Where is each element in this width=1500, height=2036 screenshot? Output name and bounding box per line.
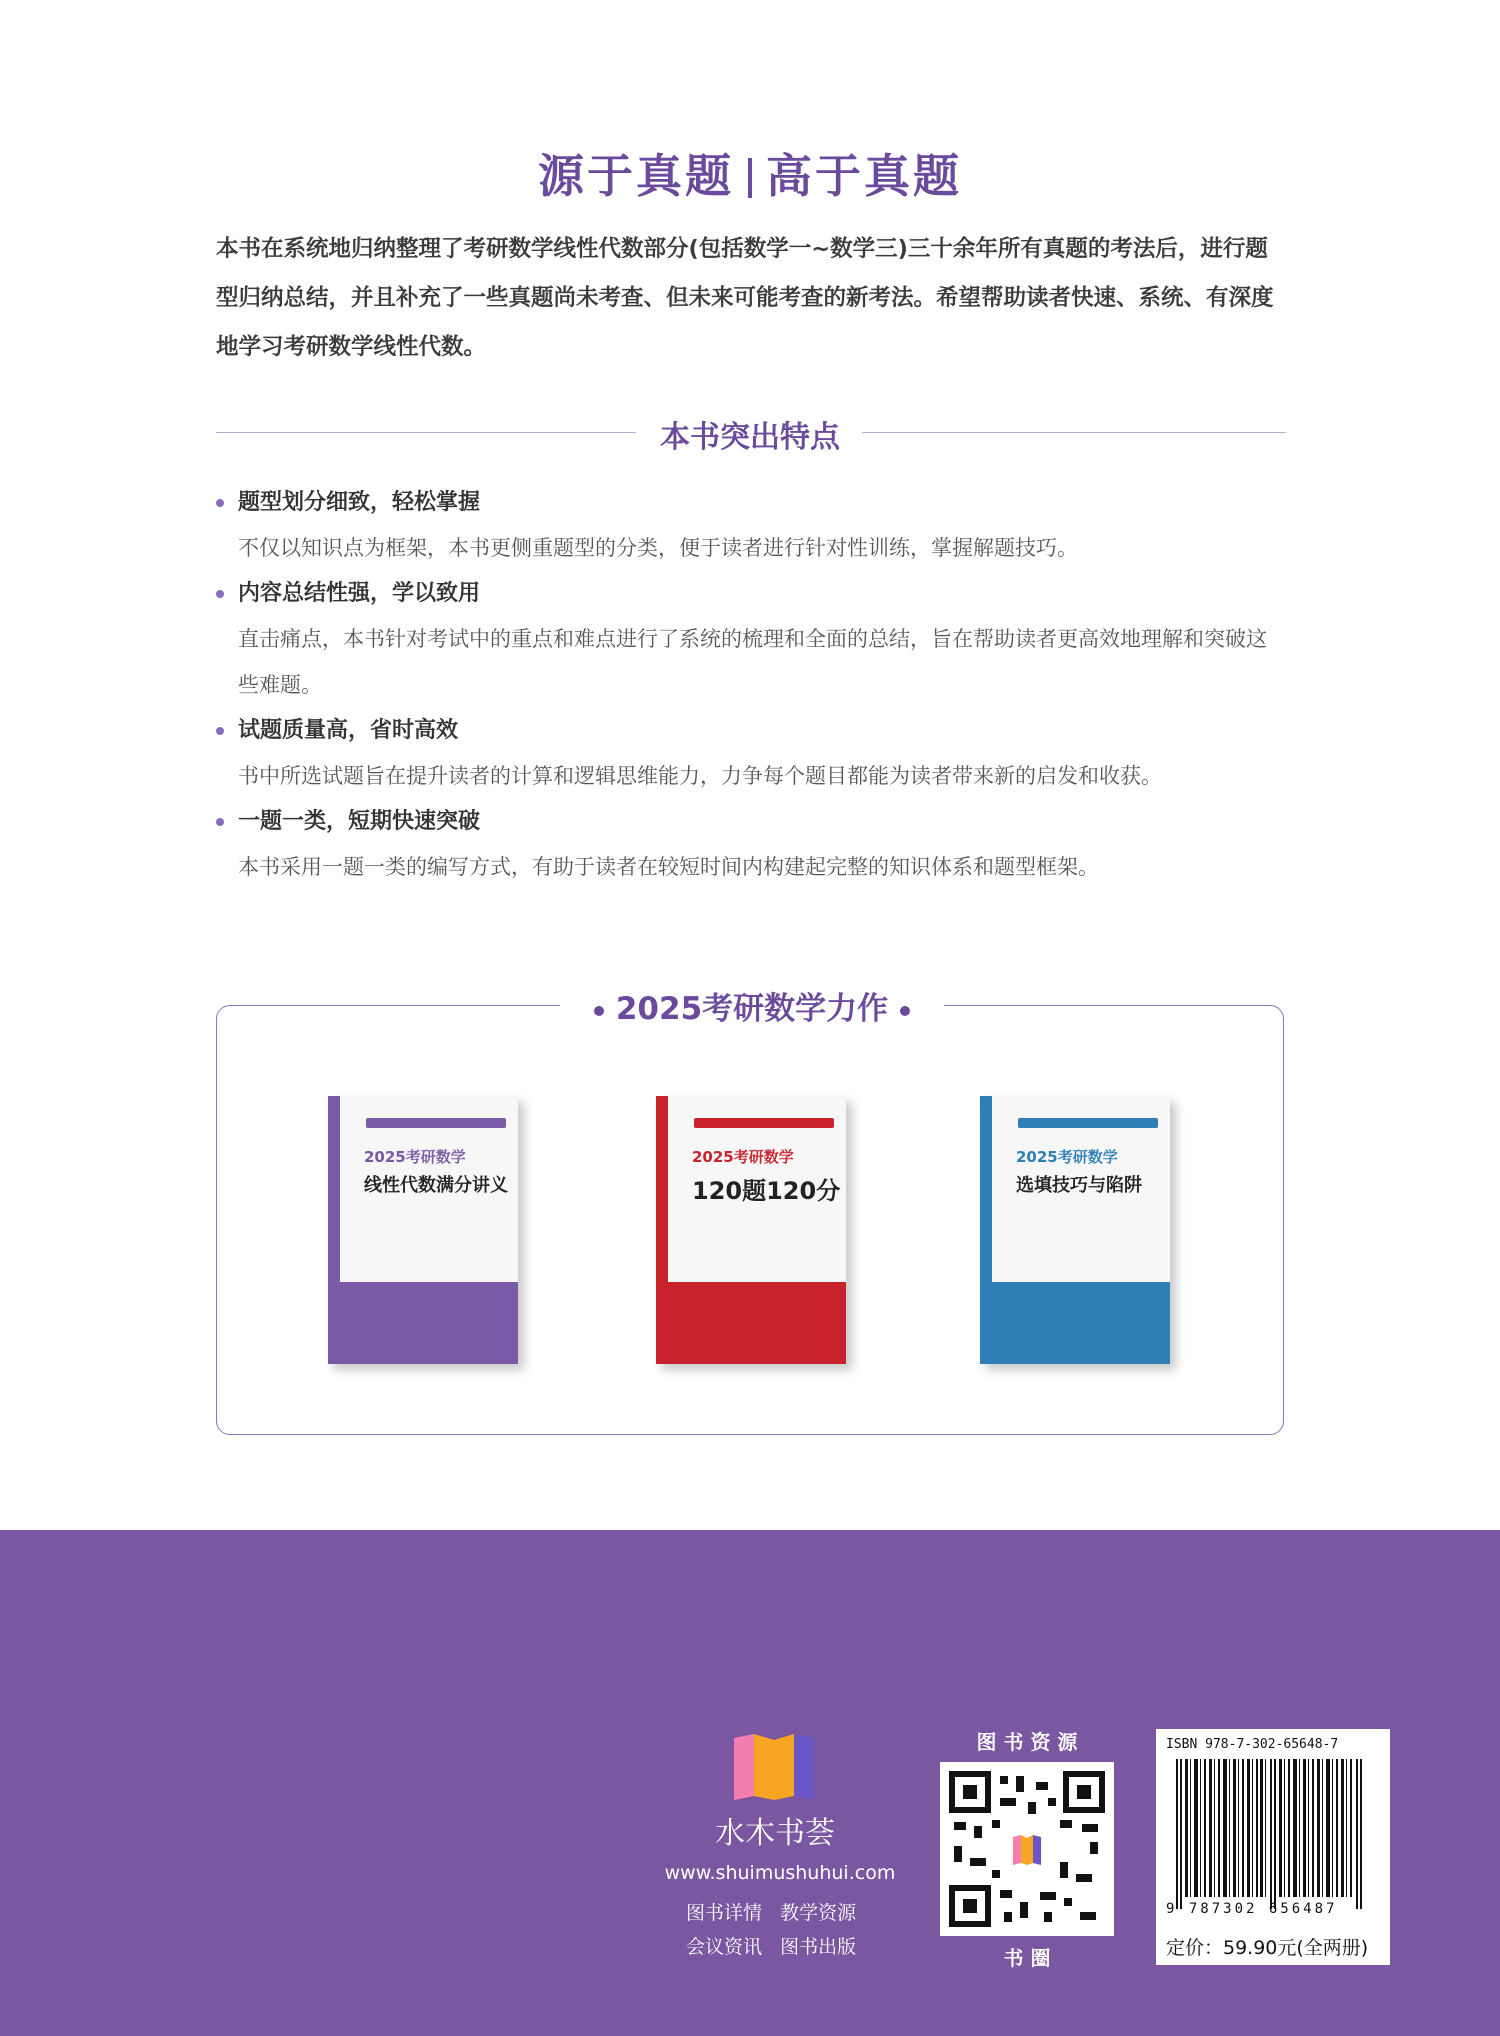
book-tag (366, 1118, 506, 1128)
barcode-digits: 9 787302 656487 (1166, 1901, 1338, 1917)
headline-right: 高于真题 (766, 149, 962, 203)
headline (0, 140, 1500, 206)
link-meeting-news[interactable]: 会议资讯 (686, 1936, 763, 1958)
link-teaching-resources[interactable]: 教学资源 (780, 1902, 857, 1924)
link-book-details[interactable]: 图书详情 (686, 1902, 763, 1924)
feature-heading: 内容总结性强，学以致用 (238, 581, 481, 606)
works-title (560, 984, 944, 1034)
feature-body: 不仅以知识点为框架，本书更侧重题型的分类，便于读者进行针对性训练，掌握解题技巧。 (238, 536, 1078, 560)
book-cover-choice (980, 1096, 1170, 1364)
book-spine (656, 1096, 668, 1364)
feature-body: 本书采用一题一类的编写方式，有助于读者在较短时间内构建起完整的知识体系和题型框架。 (238, 855, 1099, 879)
feature-item (216, 577, 1286, 708)
book-name: 选填技巧与陷阱 (1016, 1175, 1142, 1196)
logo-icon (732, 1730, 816, 1800)
book-name: 120题120分 (692, 1177, 841, 1205)
works-title-text: 2025考研数学力作 (615, 991, 889, 1027)
book-year: 2025考研数学 (692, 1148, 794, 1166)
dot-icon (594, 1006, 604, 1016)
book-spine (328, 1096, 340, 1364)
book-cover-120 (656, 1096, 846, 1364)
book-year: 2025考研数学 (1016, 1148, 1118, 1166)
book-lower-band (668, 1282, 846, 1364)
headline-left: 源于真题 (538, 149, 734, 203)
intro-paragraph: 本书在系统地归纳整理了考研数学线性代数部分(包括数学一~数学三)三十余年所有真题的考法后，进行题型归纳总结，并且补充了一些真题尚未考查、但未来可能考查的新考法。希望帮助读者快速、系统、有深度地学习考研数学线性代数。 (216, 236, 1274, 360)
book-tag (694, 1118, 834, 1128)
brand-name: 水木书荟 (715, 1816, 835, 1851)
feature-body: 直击痛点，本书针对考试中的重点和难点进行了系统的梳理和全面的总结，旨在帮助读者更高效地理解和突破这些难题。 (238, 627, 1267, 697)
link-book-publishing[interactable]: 图书出版 (780, 1936, 857, 1958)
qr-top-label: 图 书 资 源 (976, 1730, 1078, 1754)
book-year: 2025考研数学 (364, 1148, 466, 1166)
book-title (692, 1146, 842, 1206)
footer-links-row1 (686, 1898, 856, 1925)
barcode-icon (1176, 1759, 1372, 1909)
feature-item (216, 805, 1286, 890)
book-lower-band (992, 1282, 1170, 1364)
feature-item (216, 486, 1286, 571)
features-title: 本书突出特点 (660, 420, 840, 455)
book-title (1016, 1146, 1166, 1197)
qr-code[interactable] (940, 1762, 1114, 1936)
book-title (364, 1146, 514, 1197)
brand-url[interactable]: www.shuimushuhui.com (664, 1862, 896, 1884)
feature-heading: 题型划分细致，轻松掌握 (238, 490, 481, 515)
feature-heading: 一题一类，短期快速突破 (238, 809, 481, 834)
price-label: 定价：59.90元(全两册) (1166, 1937, 1369, 1959)
book-tag (1018, 1118, 1158, 1128)
qr-code-icon (940, 1762, 1114, 1936)
headline-separator (748, 158, 752, 198)
feature-item (216, 714, 1286, 799)
bullet-icon (216, 499, 224, 507)
isbn-box (1156, 1729, 1390, 1965)
feature-body: 书中所选试题旨在提升读者的计算和逻辑思维能力，力争每个题目都能为读者带来新的启发和收获。 (238, 764, 1162, 788)
book-name: 线性代数满分讲义 (364, 1175, 508, 1196)
book-cover-linear-algebra (328, 1096, 518, 1364)
book-lower-band (340, 1282, 518, 1364)
book-spine (980, 1096, 992, 1364)
isbn-text: ISBN 978-7-302-65648-7 (1166, 1737, 1339, 1752)
bullet-icon (216, 818, 224, 826)
bullet-icon (216, 590, 224, 598)
bullet-icon (216, 727, 224, 735)
qr-bottom-label: 书 圈 (1003, 1946, 1051, 1970)
dot-icon (900, 1006, 910, 1016)
footer-links-row2 (686, 1932, 856, 1959)
feature-heading: 试题质量高，省时高效 (238, 718, 459, 743)
